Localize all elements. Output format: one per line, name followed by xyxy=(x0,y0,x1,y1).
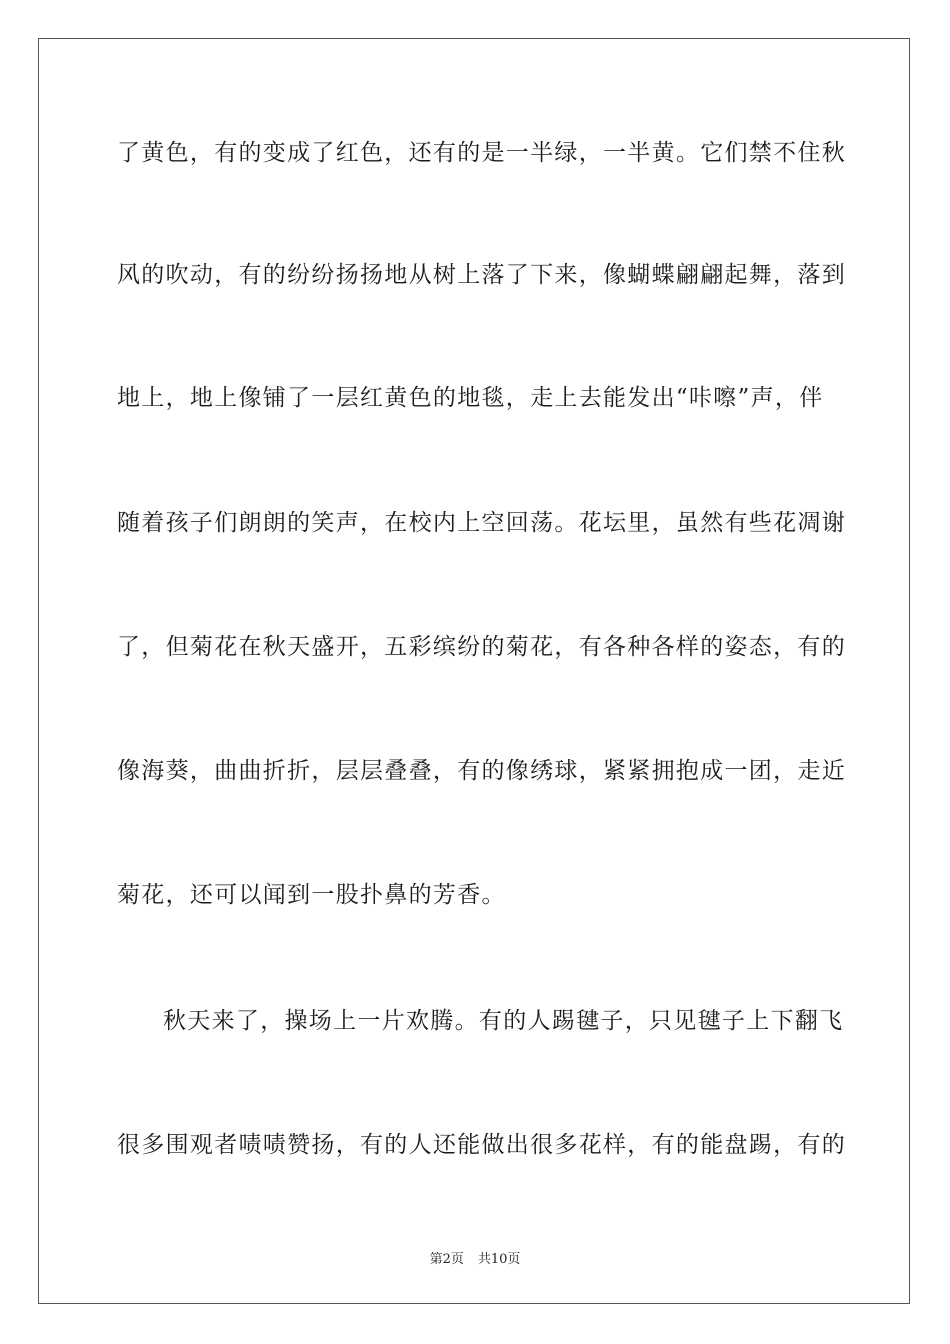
paragraph-line: 随着孩子们朗朗的笑声，在校内上空回荡。花坛里，虽然有些花凋谢 xyxy=(117,510,846,536)
paragraph-line: 了，但菊花在秋天盛开，五彩缤纷的菊花，有各种各样的姿态，有的 xyxy=(117,634,846,660)
paragraph-line: 风的吹动，有的纷纷扬扬地从树上落了下来，像蝴蝶翩翩起舞，落到 xyxy=(117,262,846,288)
page-footer xyxy=(0,1248,950,1267)
paragraph-line: 菊花，还可以闻到一股扑鼻的芳香。 xyxy=(117,882,506,908)
page-total: 共10页 xyxy=(477,1252,521,1267)
paragraph-line: 秋天来了，操场上一片欢腾。有的人踢毽子，只见毽子上下翻飞 xyxy=(163,1008,844,1034)
page-border xyxy=(38,38,910,1304)
page-number: 第2页 xyxy=(429,1252,464,1267)
paragraph-line: 了黄色，有的变成了红色，还有的是一半绿，一半黄。它们禁不住秋 xyxy=(117,140,846,166)
paragraph-line: 地上，地上像铺了一层红黄色的地毯，走上去能发出“咔嚓”声，伴 xyxy=(117,385,824,411)
paragraph-line: 像海葵，曲曲折折，层层叠叠，有的像绣球，紧紧拥抱成一团，走近 xyxy=(117,758,846,784)
paragraph-line: 很多围观者啧啧赞扬，有的人还能做出很多花样，有的能盘踢，有的 xyxy=(117,1132,846,1158)
